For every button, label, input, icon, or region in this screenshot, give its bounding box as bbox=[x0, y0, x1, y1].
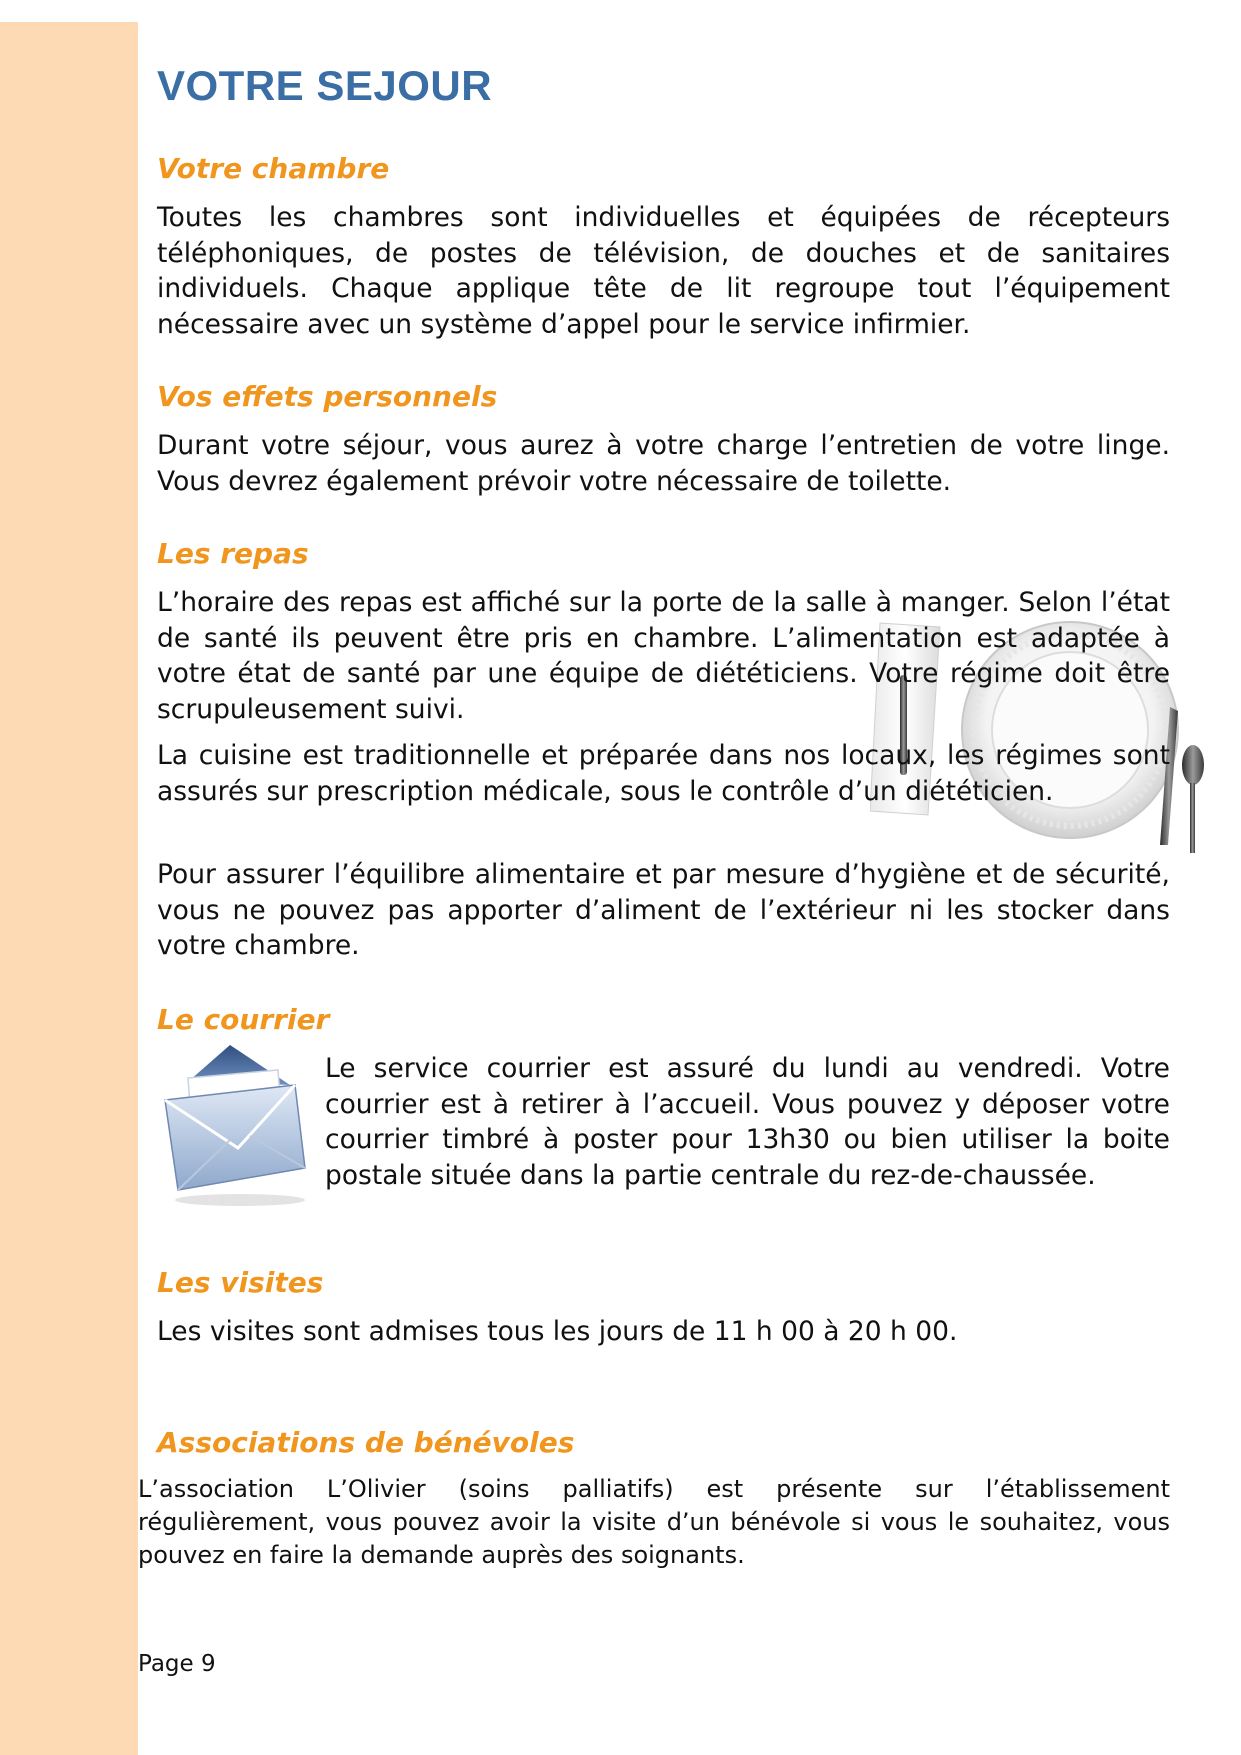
text-associations: L’association L’Olivier (soins palliatifs) est présente sur l’établissement régulièrement, vous pouvez avoir la visite d’un bénévole si vous le souhaitez, vous pouvez en faire la demande auprès des soignants. bbox=[138, 1475, 1170, 1569]
text-repas-3: Pour assurer l’équilibre alimentaire et par mesure d’hygiène et de sécurité, vous ne pouvez pas apporter d’aliment de l’extérieur ni les stocker dans votre chambre. bbox=[157, 859, 1170, 961]
heading-chambre: Votre chambre bbox=[157, 152, 390, 185]
heading-repas: Les repas bbox=[157, 537, 309, 570]
text-courrier: Le service courrier est assuré du lundi au vendredi. Votre courrier est à retirer à l’accueil. Vous pouvez y déposer votre courrier timbré à poster pour 13h30 ou bien utiliser la boite postale située dans la partie centrale du rez-de-chaussée. bbox=[325, 1053, 1170, 1191]
heading-visites: Les visites bbox=[157, 1266, 324, 1299]
heading-associations: Associations de bénévoles bbox=[157, 1426, 575, 1459]
side-band bbox=[0, 22, 138, 1755]
heading-effets: Vos effets personnels bbox=[157, 380, 498, 413]
text-effets: Durant votre séjour, vous aurez à votre charge l’entretien de votre linge. Vous devrez également prévoir votre nécessaire de toilette. bbox=[157, 430, 1170, 497]
text-repas-2: La cuisine est traditionnelle et préparée dans nos locaux, les régimes sont assurés sur prescription médicale, sous le contrôle d’un diététicien. bbox=[157, 740, 1170, 807]
page-number: Page 9 bbox=[138, 1651, 216, 1677]
text-repas-1: L’horaire des repas est affiché sur la porte de la salle à manger. Selon l’état de santé ils peuvent être pris en chambre. L’alimentation est adaptée à votre état de santé par une équipe de diététiciens. Votre régime doit être scrupuleusement suivi. bbox=[157, 587, 1170, 725]
envelope-icon bbox=[160, 1040, 310, 1210]
page-title: VOTRE SEJOUR bbox=[157, 62, 493, 109]
heading-courrier: Le courrier bbox=[157, 1003, 330, 1036]
text-visites: Les visites sont admises tous les jours de 11 h 00 à 20 h 00. bbox=[157, 1316, 958, 1347]
text-chambre: Toutes les chambres sont individuelles et équipées de récepteurs téléphoniques, de postes de télévision, de douches et de sanitaires individuels. Chaque applique tête de lit regroupe tout l’équipement nécessaire avec un système d’appel pour le service infirmier. bbox=[157, 202, 1170, 340]
